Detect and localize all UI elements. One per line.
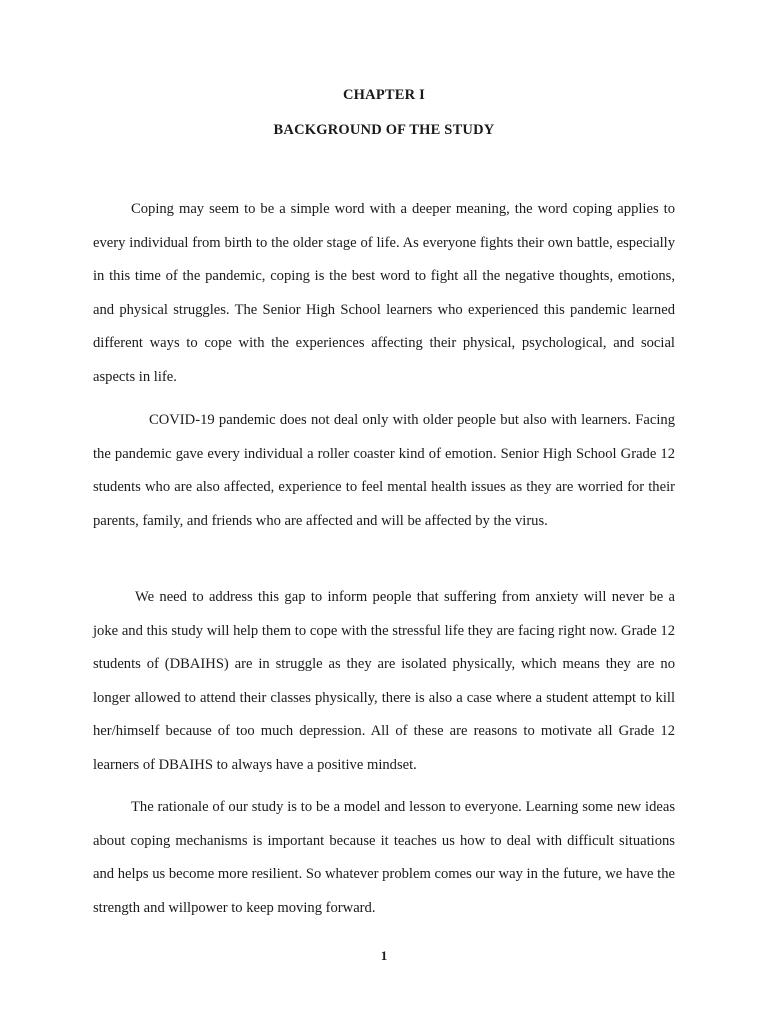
paragraph-covid-impact: COVID-19 pandemic does not deal only with older people but also with learners. Facing the pandemic gave every individual a roller coaster kind of emotion. Senior High School Grade 12 students who are also affected, experience to feel mental health issues as they are worried for their parents, family, and friends who are affected and will be affected by the virus.	[93, 412, 675, 529]
paragraph-rationale: The rationale of our study is to be a model and lesson to everyone. Learning some new ideas about coping mechanisms is important because it teaches us how to deal with difficult situations and helps us become more resilient. So whatever problem comes our way in the future, we have the strength and willpower to keep moving forward.	[93, 799, 675, 916]
paragraph-study-gap: We need to address this gap to inform people that suffering from anxiety will never be a joke and this study will help them to cope with the stressful life they are facing right now. Grade 12 students of (DBAIHS) are in struggle as they are isolated physically, which means they are no longer allowed to attend their classes physically, there is also a case where a student attempt to kill her/himself because of too much depression. All of these are reasons to motivate all Grade 12 learners of DBAIHS to always have a positive mindset.	[93, 589, 675, 773]
paragraph-coping-definition: Coping may seem to be a simple word with a deeper meaning, the word coping applies to every individual from birth to the older stage of life. As everyone fights their own battle, especially in this time of the pandemic, coping is the best word to fight all the negative thoughts, emotions, and physical struggles. The Senior High School learners who experienced this pandemic learned different ways to cope with the experiences affecting their physical, psychological, and social aspects in life.	[93, 201, 675, 385]
section-title: BACKGROUND OF THE STUDY	[273, 122, 495, 138]
page-number: 1	[380, 948, 388, 963]
chapter-heading: CHAPTER I	[343, 87, 425, 103]
